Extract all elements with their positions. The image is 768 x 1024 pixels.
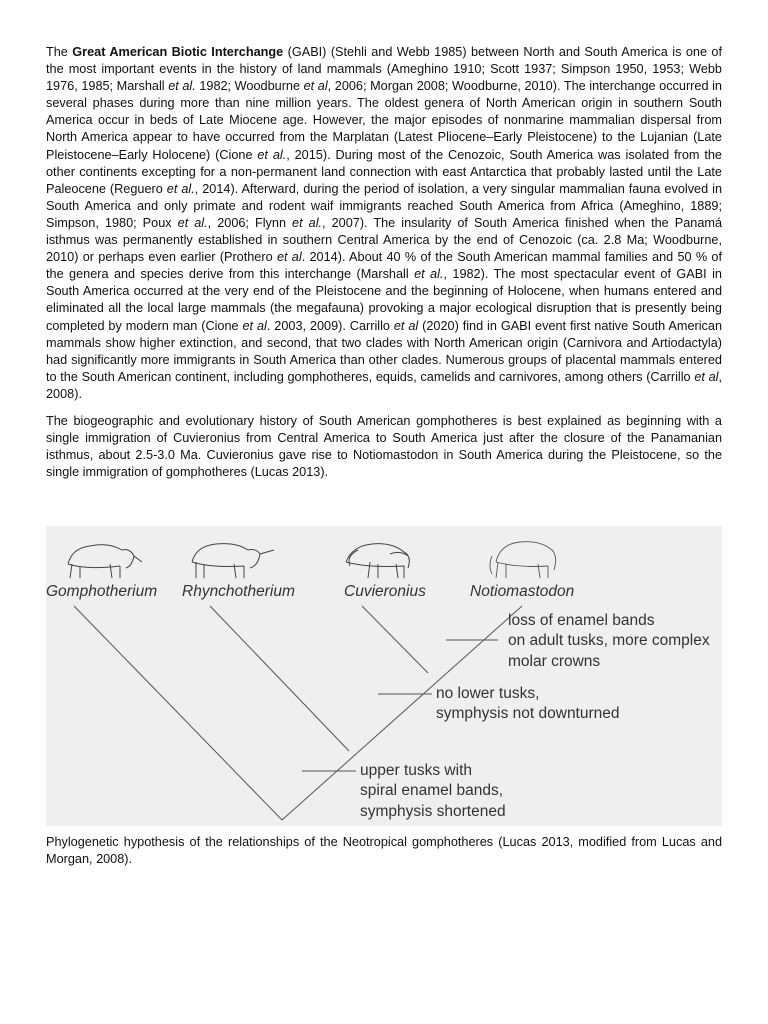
node2-line2: symphysis not downturned [436, 705, 620, 722]
taxon-gomphotherium: Gomphotherium [46, 583, 158, 600]
node2-line1: no lower tusks, [436, 685, 540, 702]
cuvieronius-illustration [346, 544, 409, 578]
rhynchotherium-illustration [192, 544, 274, 578]
node3-line2: spiral enamel bands, [360, 782, 504, 799]
notiomastodon-illustration [490, 542, 556, 578]
node1-line1: loss of enamel bands [508, 612, 655, 629]
branch-cuvieronius [362, 606, 428, 673]
paragraph-gabi: The Great American Biotic Interchange (GABI) (Stehli and Webb 1985) between North and South America is one of the most important events in the history of land mammals (Ameghino 1910; Scott 1937; Simpson 1950, 1953; Webb 1976, 1985; Marshall et al. 1982; Woodburne et al, 2006; Morgan 2008; Woodburne, 2010). The interchange occurred in several phases during more than nine million years. The oldest genera of North American origin in southern South America occur in beds of Late Miocene age. However, the major episodes of nonmarine mammalian dispersal from North America appear to have occurred from the Marplatan (Latest Pliocene–Early Pleistocene) to the Lujanian (Late Pleistocene–Early Holocene) (Cione et al., 2015). During most of the Cenozoic, South America was isolated from the other continents excepting for a non-permanent land connection with east Antarctica that probably lasted until the Late Paleocene (Reguero et al., 2014). Afterward, during the period of isolation, a very singular mammalian fauna evolved in South America and only primate and rodent waif immigrants reached South America from Africa (Ameghino, 1889; Simpson, 1980; Poux et al., 2006; Flynn et al., 2007). The insularity of South America finished when the Panamá isthmus was permanently established in southern Central America by the end of Cenozoic (ca. 2.8 Ma; Woodburne, 2010) or perhaps even earlier (Prothero et al. 2014). About 40 % of the South American mammal families and 50 % of the genera and species derive from this interchange (Marshall et al., 1982). The most spectacular event of GABI in South America occurred at the very end of the Pleistocene and the beginning of Holocene, when humans entered and eliminated all the local large mammals (the megafauna) provoking a major ecological disruption that is presently being completed by modern man (Cione et al. 2003, 2009). Carrillo et al (2020) find in GABI event first native South American mammals show higher extinction, and second, that two clades with North American origin (Carnivora and Artiodactyla) had significantly more immigrants in South America than other clades. Numerous groups of placental mammals entered to the South American continent, including gomphotheres, equids, camelids and carnivores, among others (Carrillo et al, 2008). [46, 45, 723, 401]
branch-rhynchotherium [210, 606, 349, 751]
node1-line2: on adult tusks, more complex [508, 632, 710, 649]
taxon-notiomastodon: Notiomastodon [470, 583, 575, 600]
node3-line1: upper tusks with [360, 762, 472, 779]
gabi-term: Great American Biotic Interchange [72, 45, 284, 59]
taxon-cuvieronius: Cuvieronius [344, 583, 426, 600]
cladogram [46, 526, 722, 826]
node3-line3: symphysis shortened [360, 803, 506, 820]
phylogeny-figure [46, 526, 722, 826]
gomphotherium-illustration [68, 545, 142, 578]
article-body [46, 44, 722, 481]
figure-caption: Phylogenetic hypothesis of the relationships of the Neotropical gomphotheres (Lucas 2013, modified from Lucas and Morgan, 2008). [46, 835, 722, 867]
branch-gomphotherium [74, 606, 282, 820]
node1-line3: molar crowns [508, 653, 601, 670]
paragraph-gomphotheres: The biogeographic and evolutionary history of South American gomphotheres is best explained as beginning with a single immigration of Cuvieronius from Central America to South America just after the closure of the Panamanian isthmus, about 2.5-3.0 Ma. Cuvieronius gave rise to Notiomastodon in South America during the Pleistocene, so the single immigration of gomphotheres (Lucas 2013). [46, 413, 722, 480]
taxon-rhynchotherium: Rhynchotherium [182, 583, 295, 600]
